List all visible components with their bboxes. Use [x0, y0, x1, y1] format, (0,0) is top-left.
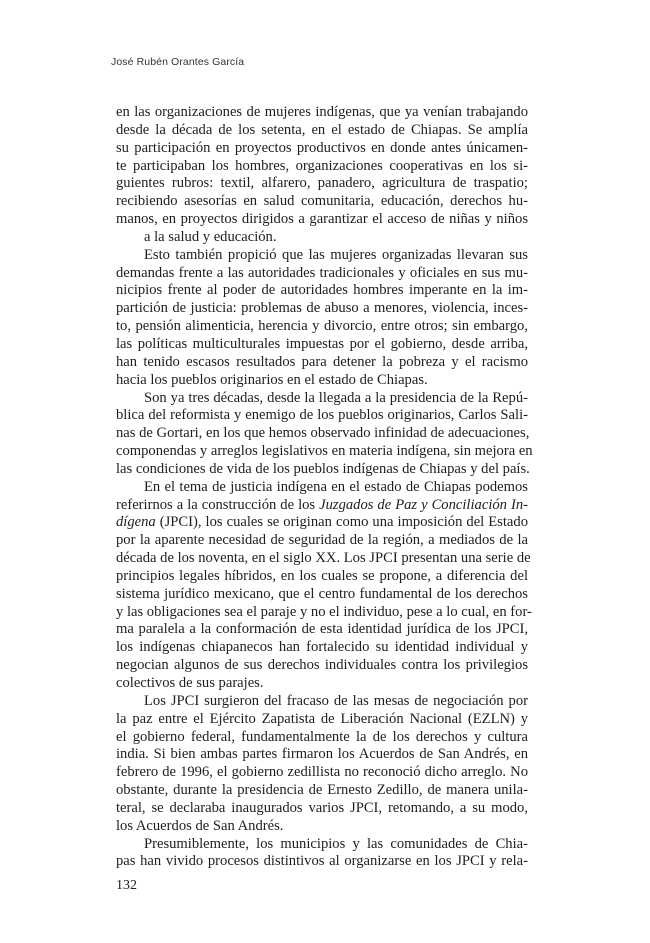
italic-title: dígena: [116, 514, 156, 531]
text-line-with-italic: [116, 497, 528, 515]
text-line: demandas frente a las autoridades tradicionales y oficiales en sus mu-: [116, 264, 528, 281]
paragraph-3: [116, 389, 533, 479]
text-line: nicipios frente al poder de autoridades hombres imperante en la im-: [116, 282, 528, 299]
text-line: su participación en proyectos productivos en donde antes únicamen-: [116, 139, 528, 156]
text-line: los Acuerdos de San Andrés.: [116, 817, 284, 834]
text-line: colectivos de sus parajes.: [116, 675, 264, 691]
text-line: Esto también propició que las mujeres organizadas llevaran sus: [144, 246, 528, 263]
text-line: Presumiblemente, los municipios y las comunidades de Chia-: [144, 835, 528, 852]
text-line: pas han vivido procesos distintivos al organizarse en los JPCI y rela-: [116, 853, 528, 870]
text-line: a la salud y educación.: [144, 228, 277, 245]
text-line: década de los noventa, en el siglo XX. Los JPCI presentan una serie de: [116, 550, 531, 567]
text-line: ma paralela a la conformación de esta identidad jurídica de los JPCI,: [116, 621, 528, 638]
text-line: el gobierno federal, fundamentalmente la de los derechos y cultura: [116, 728, 528, 745]
text-line: las condiciones de vida de los pueblos indígenas de Chiapas y del país.: [116, 460, 530, 477]
text-line: por la aparente necesidad de seguridad de la región, a mediados de la: [116, 532, 528, 549]
text-line: recibiendo asesorías en salud comunitaria, educación, derechos hu-: [116, 193, 528, 210]
text-line: nas de Gortari, en los que hemos observado infinidad de adecuaciones,: [116, 425, 530, 442]
text-line: obstante, durante la presidencia de Ernesto Zedillo, de manera unila-: [116, 782, 528, 799]
text-line: manos, en proyectos dirigidos a garantizar el acceso de niñas y niños: [116, 211, 528, 228]
text-line: y las obligaciones sea el paraje y no el individuo, pese a lo cual, en for-: [116, 603, 532, 620]
paragraph-6: [116, 836, 528, 872]
text-line: desde la década de los setenta, en el estado de Chiapas. Se amplía: [116, 121, 528, 138]
paragraph-4: [116, 478, 532, 693]
running-header: José Rubén Orantes García: [111, 56, 245, 68]
paragraph-5: [116, 693, 528, 836]
text-segment: (JPCI), los cuales se originan como una imposición del Estado: [155, 514, 528, 531]
text-line: teral, se declaraba inaugurados varios JPCI, retomando, a su modo,: [116, 799, 528, 816]
text-line: india. Si bien ambas partes firmaron los Acuerdos de San Andrés, en: [116, 746, 528, 763]
text-line-with-italic: [116, 514, 528, 532]
text-line: Los JPCI surgieron del fracaso de las mesas de negociación por: [144, 692, 528, 709]
page-number: 132: [116, 878, 137, 893]
text-line: principios legales híbridos, en los cuales se propone, a diferencia del: [116, 567, 528, 584]
text-line: partición de justicia: problemas de abuso a menores, violencia, inces-: [116, 300, 528, 317]
text-line: los indígenas chiapanecos han fortalecido su identidad individual y: [116, 639, 528, 656]
text-line: to, pensión alimenticia, herencia y divorcio, entre otros; sin embargo,: [116, 318, 528, 335]
text-line: En el tema de justicia indígena en el estado de Chiapas podemos: [144, 478, 528, 495]
text-line: blica del reformista y enemigo de los pueblos originarios, Carlos Sali-: [116, 407, 528, 424]
italic-title: Juzgados de Paz y Conciliación In-: [319, 496, 528, 513]
text-line: hacia los pueblos originarios en el estado de Chiapas.: [116, 371, 428, 388]
text-line: componendas y arreglos legislativos en materia indígena, sin mejora en: [116, 443, 533, 460]
text-line: las políticas multiculturales impuestas por el gobierno, desde arriba,: [116, 335, 528, 352]
text-line: Son ya tres décadas, desde la llegada a la presidencia de la Repú-: [144, 389, 528, 406]
text-line: negocian algunos de sus derechos individuales contra los privilegios: [116, 657, 528, 674]
text-line: guientes rubros: textil, alfarero, panadero, agricultura de traspatio;: [116, 175, 528, 192]
body-text: [116, 104, 533, 871]
text-segment: referirnos a la construcción de los: [116, 496, 320, 513]
paragraph-1: [116, 104, 528, 247]
text-line: te participaban los hombres, organizaciones cooperativas en los si-: [116, 157, 528, 174]
text-line: la paz entre el Ejército Zapatista de Liberación Nacional (EZLN) y: [116, 710, 528, 727]
paragraph-2: [116, 247, 528, 390]
text-line: febrero de 1996, el gobierno zedillista no reconoció dicho arreglo. No: [116, 764, 528, 781]
text-line: han tenido escasos resultados para detener la pobreza y el racismo: [116, 353, 528, 370]
text-line: sistema jurídico mexicano, que el centro fundamental de los derechos: [116, 585, 528, 602]
text-line: en las organizaciones de mujeres indígenas, que ya venían trabajando: [116, 104, 528, 120]
